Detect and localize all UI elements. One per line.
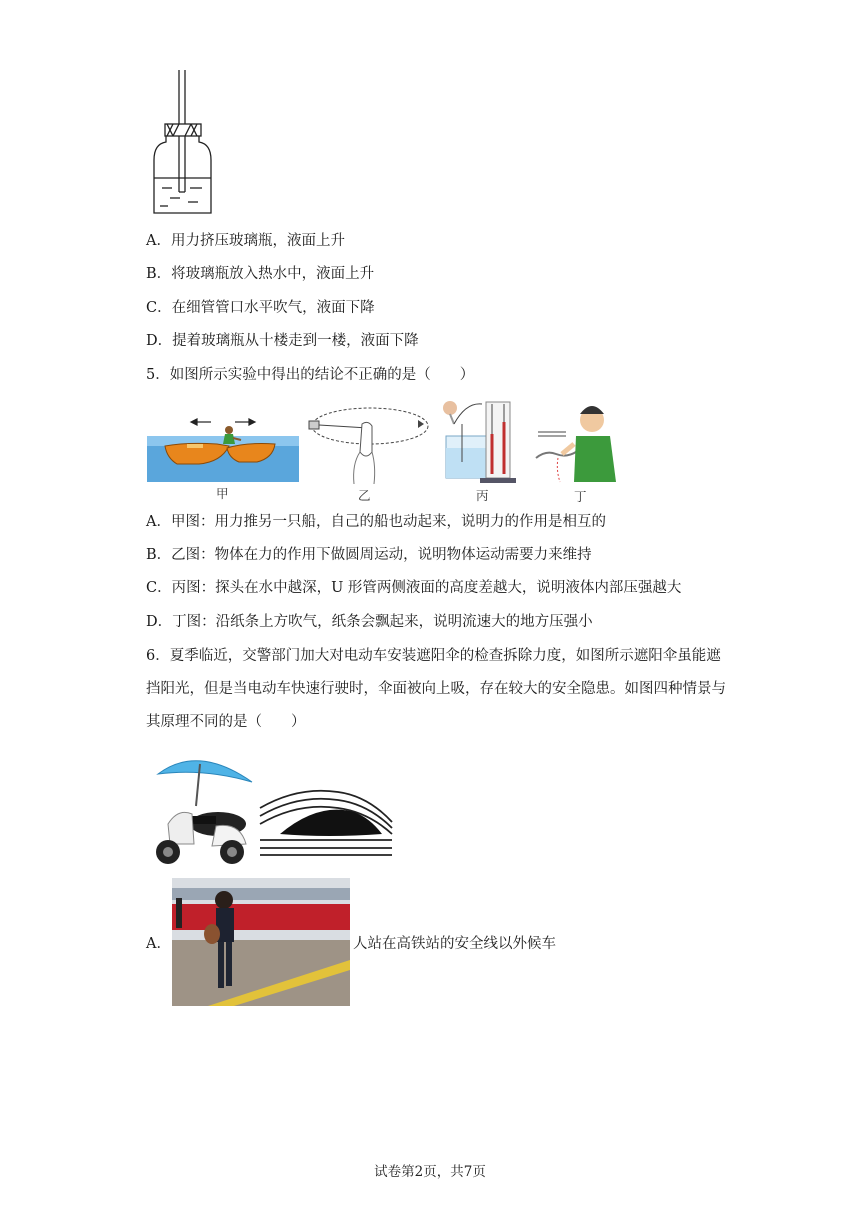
airfoil-streamline-figure xyxy=(258,788,394,858)
q4-option-a: A．用力挤压玻璃瓶，液面上升 xyxy=(146,233,345,249)
page-footer: 试卷第2页，共7页 xyxy=(374,1164,486,1180)
scooter-umbrella-figure xyxy=(148,752,256,868)
q6-option-a-letter: A． xyxy=(146,936,171,952)
caption-bing: 丙 xyxy=(476,488,489,503)
caption-ding: 丁 xyxy=(574,489,587,504)
caption-yi: 乙 xyxy=(358,488,371,503)
train-platform-photo xyxy=(172,878,350,1006)
bottle-figure xyxy=(148,70,218,218)
paper-strip-figure xyxy=(526,400,618,484)
q5-option-c: C．丙图：探头在水中越深，U 形管两侧液面的高度差越大，说明液体内部压强越大 xyxy=(146,580,682,596)
q4-option-c: C．在细管管口水平吹气，液面下降 xyxy=(146,300,375,316)
q5-option-b: B．乙图：物体在力的作用下做圆周运动，说明物体运动需要力来维持 xyxy=(146,547,592,563)
q5-stem: 5．如图所示实验中得出的结论不正确的是（ ） xyxy=(146,367,475,383)
q6-stem: 6．夏季临近，交警部门加大对电动车安装遮阳伞的检查拆除力度，如图所示遮阳伞虽能遮挡阳光，但是当电动车快速行驶时，伞面被向上吸，存在较大的安全隐患。如图四种情景与其原理不同的是（ ） xyxy=(146,648,726,730)
caption-jia: 甲 xyxy=(216,486,229,501)
q5-option-a: A．甲图：用力推另一只船，自己的船也动起来，说明力的作用是相互的 xyxy=(146,514,606,530)
q4-option-d: D．提着玻璃瓶从十楼走到一楼，液面下降 xyxy=(146,333,419,349)
q6-option-a-text: 人站在高铁站的安全线以外候车 xyxy=(353,936,556,952)
circular-motion-figure xyxy=(306,404,430,490)
pressure-gauge-figure xyxy=(436,398,516,486)
q5-option-d: D．丁图：沿纸条上方吹气，纸条会飘起来，说明流速大的地方压强小 xyxy=(146,614,593,630)
q4-option-b: B．将玻璃瓶放入热水中，液面上升 xyxy=(146,266,375,282)
boats-figure xyxy=(147,412,299,482)
